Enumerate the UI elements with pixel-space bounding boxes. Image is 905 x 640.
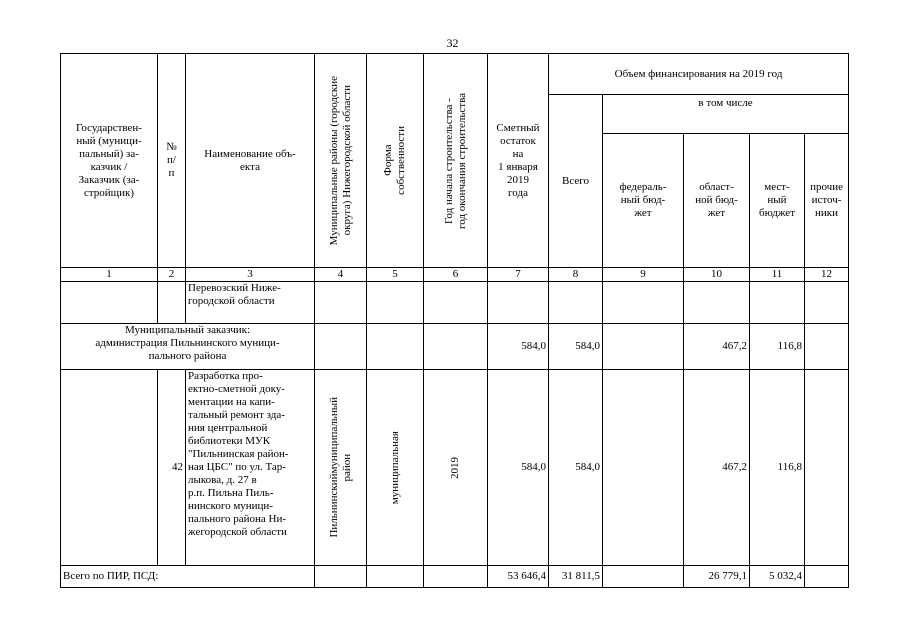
total-balance: 53 646,4 bbox=[488, 566, 549, 588]
header-districts: Муниципальные районы (городские округа) Нижегородской области bbox=[327, 75, 353, 246]
object-district: Пильнинскиймуниципальный район bbox=[327, 397, 353, 538]
table-row bbox=[61, 370, 849, 566]
header-num: № п/ п bbox=[158, 54, 186, 268]
col-num-5: 5 bbox=[367, 268, 424, 282]
header-other: прочие источ- ники bbox=[805, 134, 849, 268]
header-years: Год начала строительства - год окончания строительства bbox=[442, 92, 468, 229]
col-num-12: 12 bbox=[805, 268, 849, 282]
header-regional: област- ной бюд- жет bbox=[684, 134, 750, 268]
col-num-10: 10 bbox=[684, 268, 750, 282]
customer-total: 584,0 bbox=[549, 324, 603, 370]
header-federal: федераль- ный бюд- жет bbox=[603, 134, 684, 268]
col-num-8: 8 bbox=[549, 268, 603, 282]
financing-table bbox=[60, 53, 849, 588]
header-ownership: Форма собственности bbox=[382, 126, 407, 195]
header-total: Всего bbox=[549, 95, 603, 268]
col-num-6: 6 bbox=[424, 268, 488, 282]
object-regional: 467,2 bbox=[684, 370, 750, 566]
object-name: Разработка про- ектно-сметной доку- ментации на капи- тальный ремонт зда- ния центральной библиотеки МУК "Пильнинская район- ная ЦБС" по ул. Тар- лыкова, д. 27 в р.п. Пильна Пиль- нинского муници- пального района Ни- жегородской области bbox=[186, 370, 315, 566]
object-local: 116,8 bbox=[750, 370, 805, 566]
total-label: Всего по ПИР, ПСД: bbox=[61, 566, 315, 588]
header-object-name: Наименование объ- екта bbox=[186, 54, 315, 268]
customer-regional: 467,2 bbox=[684, 324, 750, 370]
header-including: в том числе bbox=[603, 95, 849, 134]
table-row bbox=[61, 566, 849, 588]
object-ownership-cell bbox=[367, 370, 424, 566]
col-num-1: 1 bbox=[61, 268, 158, 282]
object-year: 2019 bbox=[449, 456, 461, 479]
table-row bbox=[61, 324, 849, 370]
total-total: 31 811,5 bbox=[549, 566, 603, 588]
customer-local: 116,8 bbox=[750, 324, 805, 370]
area-name: Перевозский Ниже- городской области bbox=[186, 282, 315, 324]
col-num-4: 4 bbox=[315, 268, 367, 282]
total-local: 5 032,4 bbox=[750, 566, 805, 588]
header-financing: Объем финансирования на 2019 год bbox=[549, 54, 849, 95]
total-regional: 26 779,1 bbox=[684, 566, 750, 588]
object-num: 42 bbox=[158, 370, 186, 566]
header-balance: Сметный остаток на 1 января 2019 года bbox=[488, 54, 549, 268]
object-ownership: муниципальная bbox=[388, 430, 401, 505]
table-row bbox=[61, 282, 849, 324]
header-ownership-cell bbox=[367, 54, 424, 268]
page-number: 32 bbox=[446, 36, 459, 50]
object-balance: 584,0 bbox=[488, 370, 549, 566]
object-total: 584,0 bbox=[549, 370, 603, 566]
header-local: мест- ный бюджет bbox=[750, 134, 805, 268]
header-years-cell bbox=[424, 54, 488, 268]
col-num-2: 2 bbox=[158, 268, 186, 282]
customer-balance: 584,0 bbox=[488, 324, 549, 370]
object-district-cell bbox=[315, 370, 367, 566]
header-customer: Государствен- ный (муници- пальный) за- казчик / Заказчик (за- стройщик) bbox=[61, 54, 158, 268]
object-year-cell bbox=[424, 370, 488, 566]
col-num-7: 7 bbox=[488, 268, 549, 282]
col-num-9: 9 bbox=[603, 268, 684, 282]
customer-label: Муниципальный заказчик: администрация Пильнинского муници- пального района bbox=[61, 324, 315, 370]
col-num-11: 11 bbox=[750, 268, 805, 282]
col-num-3: 3 bbox=[186, 268, 315, 282]
header-districts-cell bbox=[315, 54, 367, 268]
